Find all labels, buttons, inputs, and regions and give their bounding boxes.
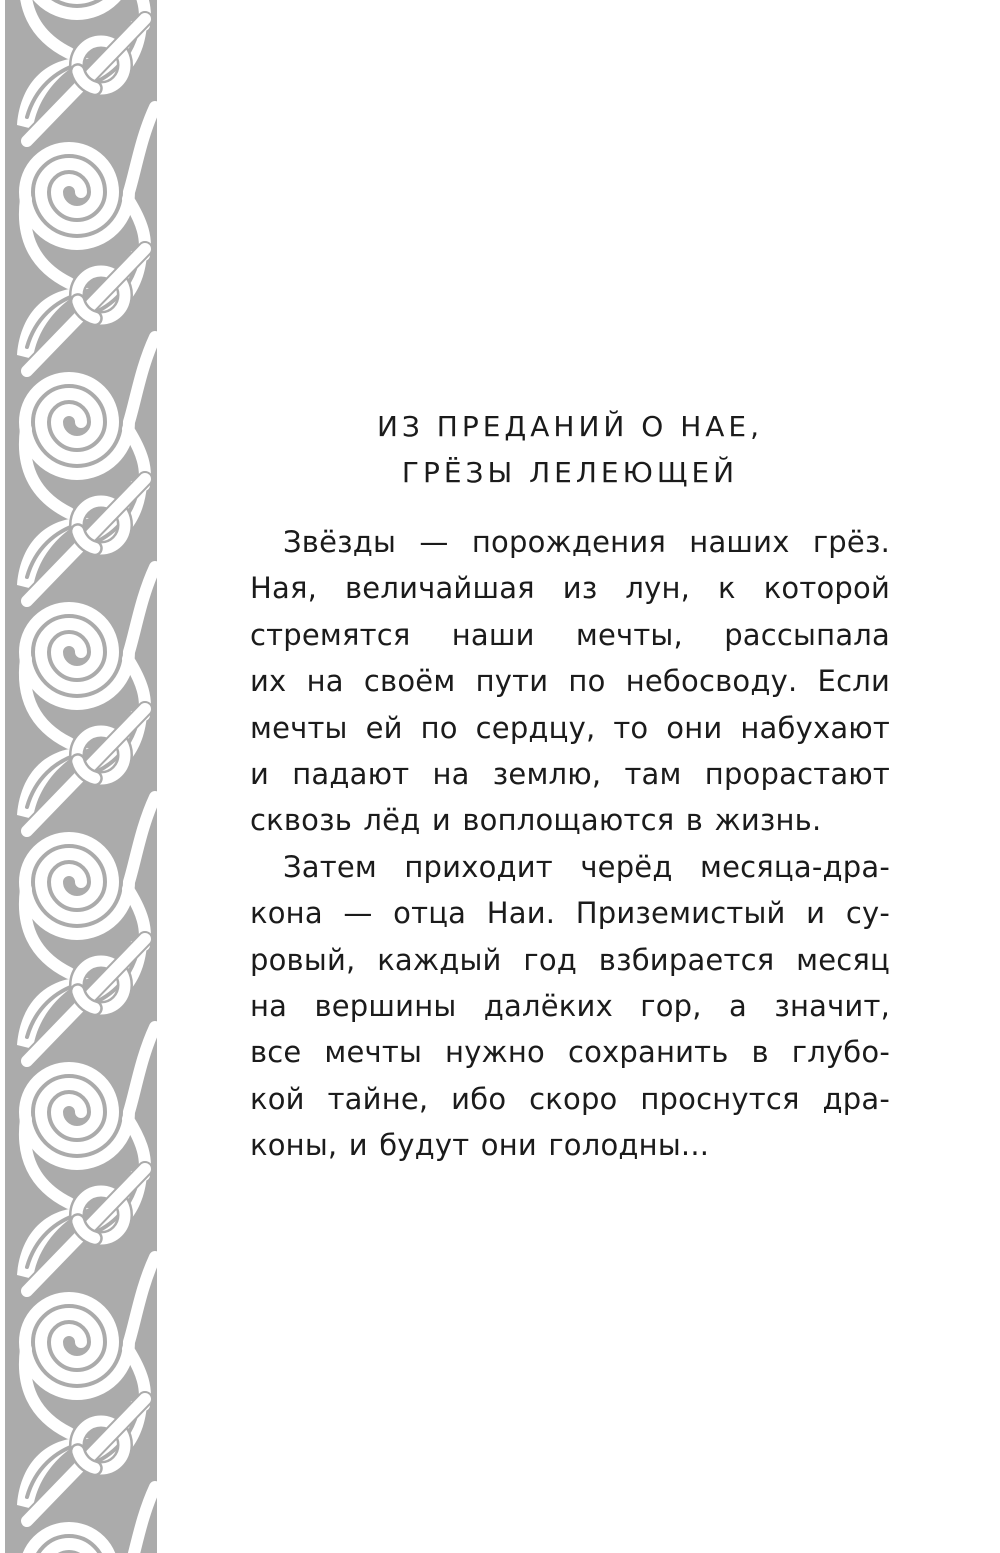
celtic-ornament-border [5,0,157,1553]
chapter-heading-line1: ИЗ ПРЕДАНИЙ О НАЕ, [376,410,764,443]
body-line: Ная, величайшая из лун, к которой [250,571,890,606]
body-line: Затем приходит черёд месяца-дра- [283,849,890,884]
chapter-heading-line2: ГРЁЗЫ ЛЕЛЕЮЩЕЙ [401,456,739,489]
body-line: коны, и будут они голодны... [250,1128,710,1163]
body-line: сквозь лёд и воплощаются в жизнь. [250,803,822,838]
body-line: и падают на землю, там прорастают [250,757,890,792]
body-line: кона — отца Наи. Приземистый и су- [250,896,890,931]
body-line: их на своём пути по небосводу. Если [250,664,890,699]
body-line: на вершины далёких гор, а значит, [250,989,890,1024]
body-line: стремятся наши мечты, рассыпала [250,617,890,652]
body-line: Звёзды — порождения наших грёз. [283,525,890,559]
body-line: кой тайне, ибо скоро проснутся дра- [250,1081,890,1116]
body-line: все мечты нужно сохранить в глубо- [250,1035,890,1070]
body-line: мечты ей по сердцу, то они набухают [250,710,890,745]
chapter-heading [250,404,890,496]
body-text [250,519,890,1169]
body-line: ровый, каждый год взбирается месяц [250,942,890,977]
